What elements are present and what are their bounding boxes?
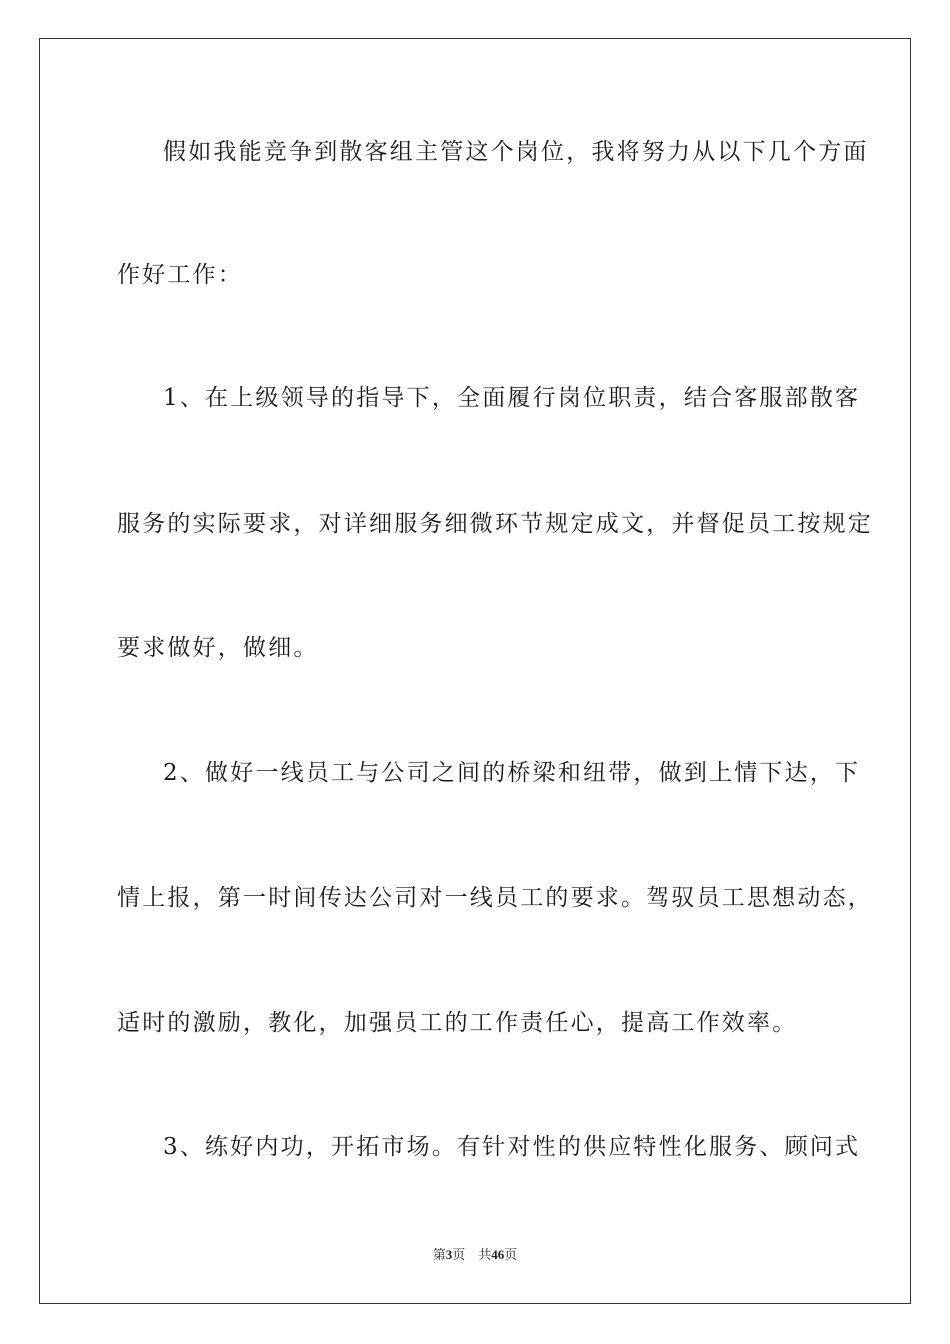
footer-mid: 页 共	[452, 1248, 492, 1263]
paragraph-line: 作好工作：	[117, 262, 243, 288]
paragraph-line: 3、练好内功，开拓市场。有针对性的供应特性化服务、顾问式	[163, 1134, 861, 1160]
paragraph-line: 假如我能竞争到散客组主管这个岗位，我将努力从以下几个方面	[163, 139, 869, 165]
footer-prefix: 第	[432, 1248, 446, 1263]
paragraph-line: 1、在上级领导的指导下，全面履行岗位职责，结合客服部散客	[163, 385, 861, 411]
footer-suffix: 页	[504, 1248, 518, 1263]
page-footer	[0, 1246, 950, 1265]
page-border	[39, 38, 911, 1304]
paragraph-line: 服务的实际要求，对详细服务细微环节规定成文，并督促员工按规定	[117, 511, 873, 537]
paragraph-line: 要求做好，做细。	[117, 635, 319, 661]
paragraph-line: 2、做好一线员工与公司之间的桥梁和纽带，做到上情下达，下	[163, 760, 861, 786]
paragraph-line: 适时的激励，教化，加强员工的工作责任心，提高工作效率。	[117, 1010, 798, 1036]
total-pages-number: 46	[491, 1247, 505, 1262]
paragraph-line: 情上报，第一时间传达公司对一线员工的要求。驾驭员工思想动态，	[117, 885, 873, 911]
current-page-number: 3	[445, 1247, 453, 1262]
